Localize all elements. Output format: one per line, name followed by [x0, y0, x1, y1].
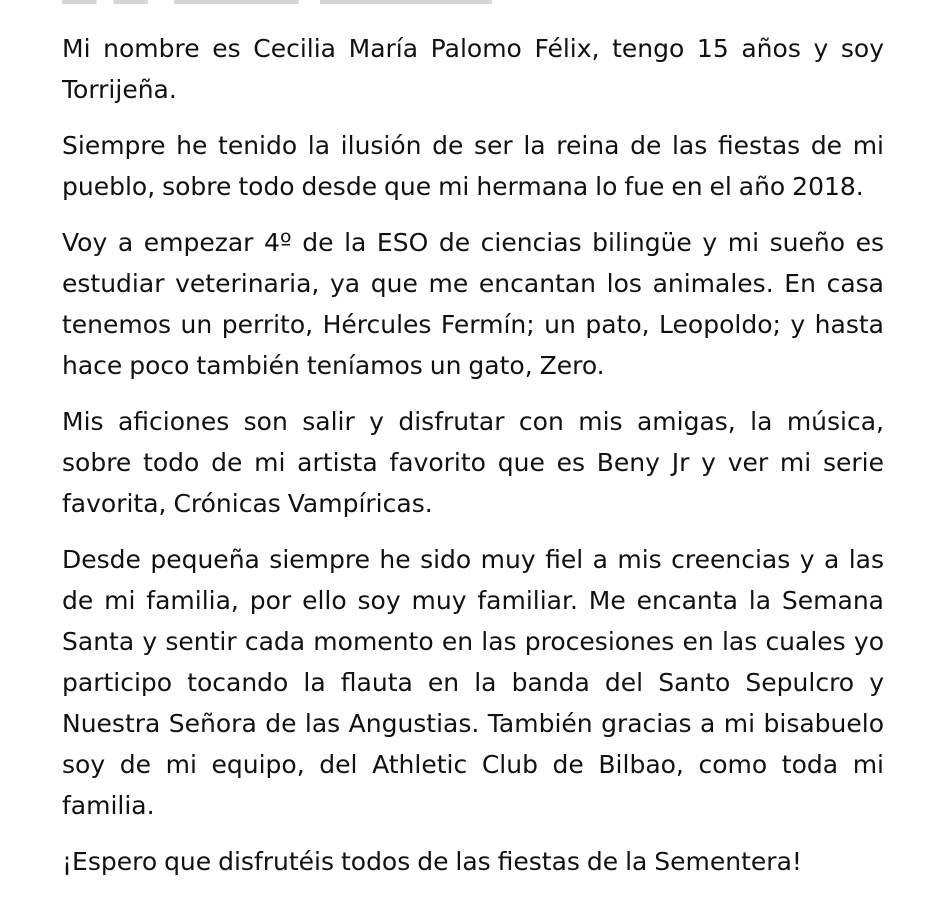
paragraph-studies-pets: Voy a empezar 4º de la ESO de ciencias bilingüe y mi sueño es estudiar veterinaria, ya que me encantan los animales. En casa tenemos un perrito, Hércules Fermín; un pato, Leopoldo; y hasta hace poco también teníamos un gato, Zero.: [62, 228, 884, 380]
paragraph-beliefs: Desde pequeña siempre he sido muy fiel a mis creencias y a las de mi familia, por ello soy muy familiar. Me encanta la Semana Santa y sentir cada momento en las procesiones en las cuales yo participo tocando la flauta en la banda del Santo Sepulcro y Nuestra Señora de las Angustias. También gracias a mi bisabuelo soy de mi equipo, del Athletic Club de Bilbao, como toda mi familia.: [62, 545, 884, 820]
document-body: [62, 28, 884, 897]
paragraph-dream: Siempre he tenido la ilusión de ser la reina de las fiestas de mi pueblo, sobre todo desde que mi hermana lo fue en el año 2018.: [62, 131, 884, 201]
paragraph-closing: ¡Espero que disfrutéis todos de las fiestas de la Sementera!: [62, 847, 802, 876]
paragraph-hobbies: Mis aficiones son salir y disfrutar con mis amigas, la música, sobre todo de mi artista favorito que es Beny Jr y ver mi serie favorita, Crónicas Vampíricas.: [62, 407, 884, 518]
cropped-text-line: [62, 0, 492, 4]
paragraph-intro: Mi nombre es Cecilia María Palomo Félix, tengo 15 años y soy Torrijeña.: [62, 34, 884, 104]
